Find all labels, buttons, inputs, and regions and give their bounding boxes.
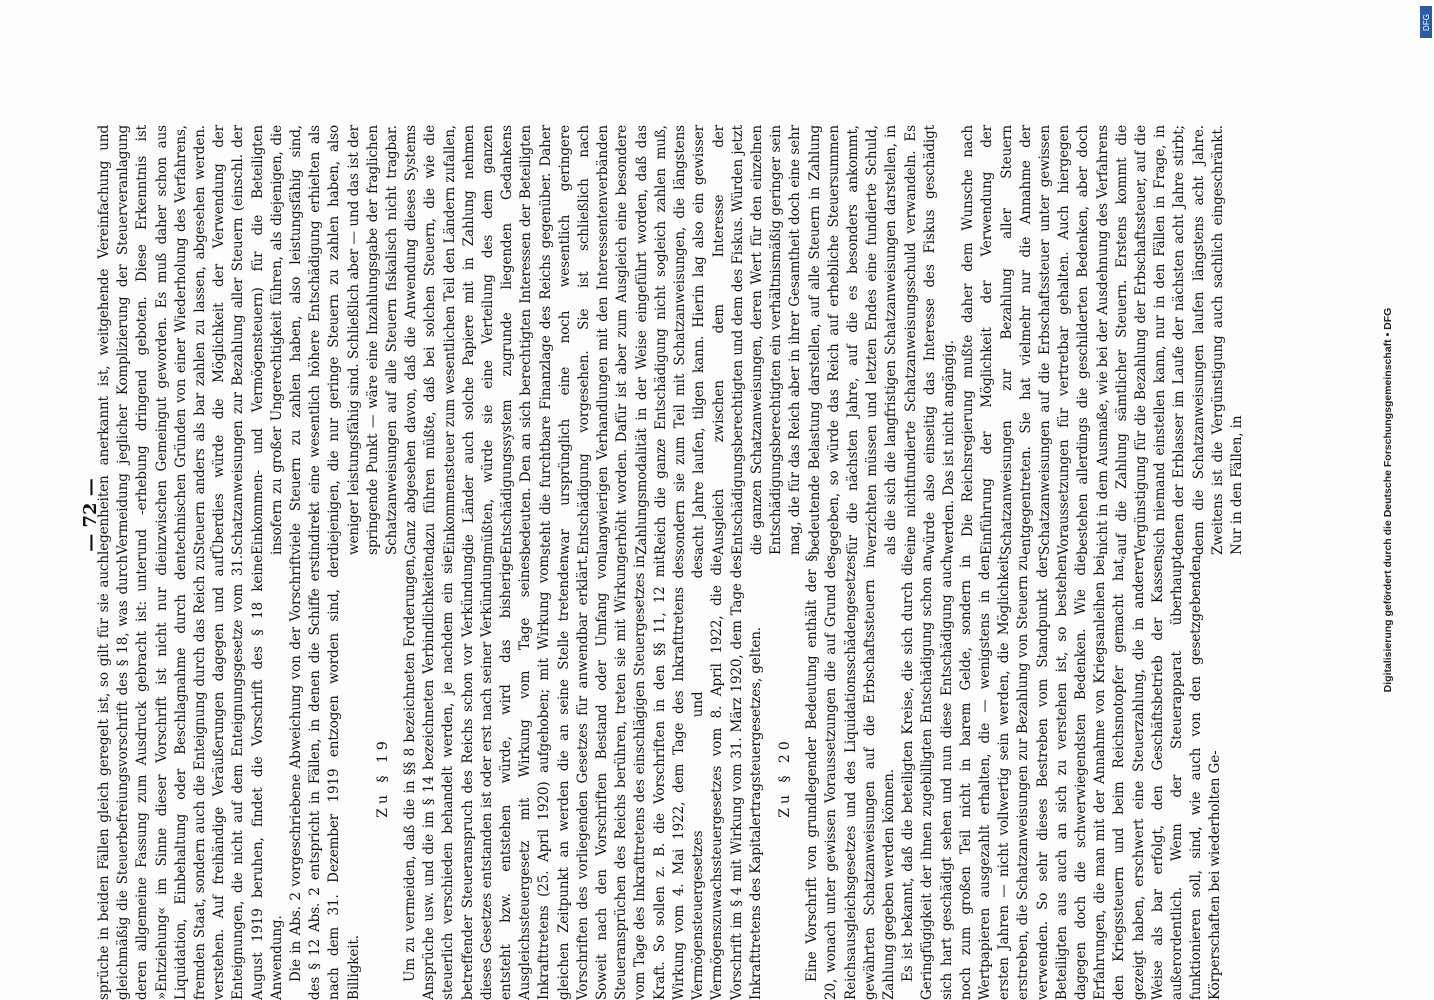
paragraph: Um zu vermeiden, daß die in §§ 8 bezeichneten Forderungen, Ansprüche usw. und die im § 14 bezeichneten Verbindlichkeiten steuerlich verschieden behandelt werden, je nachdem ein sie betreffender Steueranspruch des Reichs schon vor Verkündung dieses Gesetzes entstanden ist oder erst nach seiner Verkündung entsteht bzw. entstehen würde, wird das bisherige Ausgleichssteuergesetz mit Wirkung vom Tage seines Inkrafttretens (25. April 1920) aufgehoben; mit Wirkung vom gleichen Zeitpunkt an werden die an seine Stelle tretenden Vorschriften des vorliegenden Gesetzes für anwendbar erklärt. Soweit nach den Vorschriften Bestand oder Umfang von Steueransprüchen des Reichs berühren, treten sie mit Wirkung vom Tage des Inkrafttretens des einschlägigen Steuergesetzes in Kraft. So sollen z. B. die Vorschriften in den §§ 11, 12 mit Wirkung vom 4. Mai 1922, dem Tage des Inkrafttretens des Vermögensteuergesetzes und des Vermögenszuwachssteuergesetzes vom 8. April 1922, die die Vorschrift im § 4 mit Wirkung vom 31. März 1920, dem Tage des Inkrafttretens des Kapitalertragsteuergesetzes, gelten. — [402, 555, 764, 1000]
dfg-logo-icon — [1420, 6, 1432, 38]
paragraph: Eine Vorschrift von grundlegender Bedeutung enthält der § 20, wonach unter gewissen Voraussetzungen die auf Grund des Reichsausgleichsgesetzes und des Liquidationsschädengesetzes gewährten Schatzanweisungen auf die Erbschaftssteuern in Zahlung gegeben werden können. — [804, 555, 897, 1000]
section-heading: Zu § 19 — [374, 737, 391, 818]
paragraph: sprüche in beiden Fällen gleich geregelt ist, so gilt für sie auch gleichmäßig die Steuerbefreiungsvorschrift des § 18, was durch deren allgemeine Fassung zum Ausdruck gebracht ist: unter »Entziehung« im Sinne dieser Vorschrift ist nicht nur die Liquidation, Einbehaltung oder Beschlagnahme durch den fremden Staat, sondern auch die Enteignung durch das Reich zu verstehen. Auf freihändige Veräußerungen dagegen und auf Enteignungen, die nicht auf dem Enteignungsgesetze vom 31. August 1919 beruhen, findet die Vorschrift des § 18 keine Anwendung. — [96, 555, 285, 1000]
left-column — [95, 555, 1226, 1000]
paragraph: Die Reichsregierung mußte daher dem Wunsche nach Einführung der Möglichkeit der Verwendung der Schatzanweisungen zur Bezahlung aller Steuern entgegentreten. Sie hat vielmehr nur die Annahme der Schatzanweisungen auf die Erbschaftssteuer unter gewissen Voraussetzungen für vertretbar gehalten. Auch hiergegen bestehen allerdings die geschilderten Bedenken, aber doch nicht in dem Ausmaße, wie bei der Ausdehnung des Verfahrens auf die Zahlung sämtlicher Steuern. Erstens kommt die Vergünstigung für die Bezahlung der Erbschaftssteuer, auf die sich niemand einstellen kann, nur in den Fällen in Frage, in denen der Erblasser im Laufe der nächsten acht Jahre stirbt; denn die Schatzanweisungen laufen längstens acht Jahre. Zweitens ist die Vergünstigung auch sachlich eingeschränkt. Nur in den Fällen, in — [960, 125, 1245, 555]
right-column — [95, 125, 1247, 555]
digitization-note — [1338, 5, 1434, 995]
digitization-note-text: Digitalisierung gefördert durch die Deutsche Forschungsgemeinschaft • DFG — [1382, 307, 1394, 693]
paragraph: Die in Abs. 2 vorgeschriebene Abweichung von der Vorschrift des § 12 Abs. 2 entspricht in Fällen, in denen die Schiffe erst nach dem 31. Dezember 1919 entzogen worden sind, der Billigkeit. — [288, 555, 362, 1000]
paragraph: legenheiten anerkannt ist, weitgehende Vereinfachung und Vermeidung jeglicher Komplizierung der Steuerveranlagung und -erhebung dringend geboten. Diese Erkenntnis ist inzwischen Gemeingut geworden. Es muß daher schon aus technischen Gründen von einer Wiederholung des Verfahrens, Steuern anders als bar zahlen zu lassen, abgesehen werden. Überdies würde die Möglichkeit der Verwendung der Schatzanweisungen zur Bezahlung aller Steuern (einschl. der Einkommen- und Vermögensteuern) für die Beteiligten insofern zu großer Ungerechtigkeit führen, als diejenigen, die viele Steuern zu zahlen haben, also leistungsfähig sind, indirekt eine wesentlich höhere Entschädigung erhielten als diejenigen, die nur geringe Steuern zu zahlen haben, also weniger leistungsfähig sind. Schließlich aber — und das ist der springende Punkt — wäre eine Inzahlungsgabe der fraglichen Schatzanweisungen auf alle Steuern fiskalisch nicht tragbar. Ganz abgesehen davon, daß die Anwendung dieses Systems dazu führen müßte, daß bei solchen Steuern, die wie die Einkommensteuer zum wesentlichen Teil den Ländern zufallen, die Länder auch solche Papiere mit in Zahlung nehmen müßten, würde sie eine Verteilung des dem ganzen Entschädigungssystem zugrunde liegenden Gedankens bedeuten. Den an sich berechtigten Interessen der Beteiligten steht die furchtbare Finanzlage des Reichs gegenüber. Daher war ursprünglich eine noch wesentlich geringere Entschädigung vorgesehen. Sie ist schließlich nach langwierigen Verhandlungen mit den Interessentenverbänden erhöht worden. Dafür ist aber zum Ausgleich eine besondere Zahlungsmodalität in der Weise eingeführt worden, daß das Reich die ganze Entschädigung nicht sogleich zahlen muß, sondern sie zum Teil mit Schatzanweisungen, die längstens acht Jahre laufen, tilgen kann. Hierin lag also ein gewisser Ausgleich zwischen dem Interesse der Entschädigungsberechtigten und dem des Fiskus. Würden jetzt die ganzen Schatzanweisungen, deren Wert für den einzelnen Entschädigungsberechtigten ein verhältnismäßig geringer sein mag, die für das Reich aber in ihrer Gesamtheit doch eine sehr bedeutende Belastung darstellen, auf alle Steuern in Zahlung gegeben, so würde das Reich auf erhebliche Steuersummen für die nächsten Jahre, auf die es besonders ankommt, verzichten müssen und letzten Endes eine fundierte Schuld, als die sich die langfristigen Schatzanweisungen darstellen, in eine nichtfundierte Schatzanweisungsschuld verwandeln. Es würde also einseitig das Interesse des Fiskus geschädigt werden. Das ist nicht angängig. — [96, 125, 957, 555]
rotated-text-block — [95, 120, 1335, 1000]
page-number: — 72 — — [79, 478, 101, 552]
paragraph: Es ist bekannt, daß die beteiligten Kreise, die sich durch die Geringfügigkeit der ihnen zugebilligten Entschädigung schon an sich hart geschädigt sehen und nun diese Entschädigung auch noch zum großen Teil nicht in barem Gelde, sondern in Wertpapieren ausgezahlt erhalten, die — wenigstens in den ersten Jahren — nicht vollwertig sein werden, die Möglichkeit erstreben, die Schatzanweisungen zur Bezahlung von Steuern zu verwenden. So sehr dieses Bestreben vom Standpunkt der Beteiligten aus auch an sich zu verstehen ist, so bestehen dagegen doch die schwerwiegendsten Bedenken. Wie die Erfahrungen, die man mit der Annahme von Kriegsanleihen bei den Kriegssteuern und beim Reichsnotopfer gemacht hat, gezeigt haben, erschwert eine Steuerzahlung, die in anderer Weise als bar erfolgt, den Geschäftsbetrieb der Kassen außerordentlich. Wenn der Steuerapparat überhaupt funktionieren soll, sind, wie auch von den gesetzgebenden Körperschaften bei wiederholten Ge- — [900, 555, 1224, 1000]
dfg-logo-text: DFG — [1421, 13, 1431, 31]
section-heading: Zu § 20 — [776, 737, 793, 818]
